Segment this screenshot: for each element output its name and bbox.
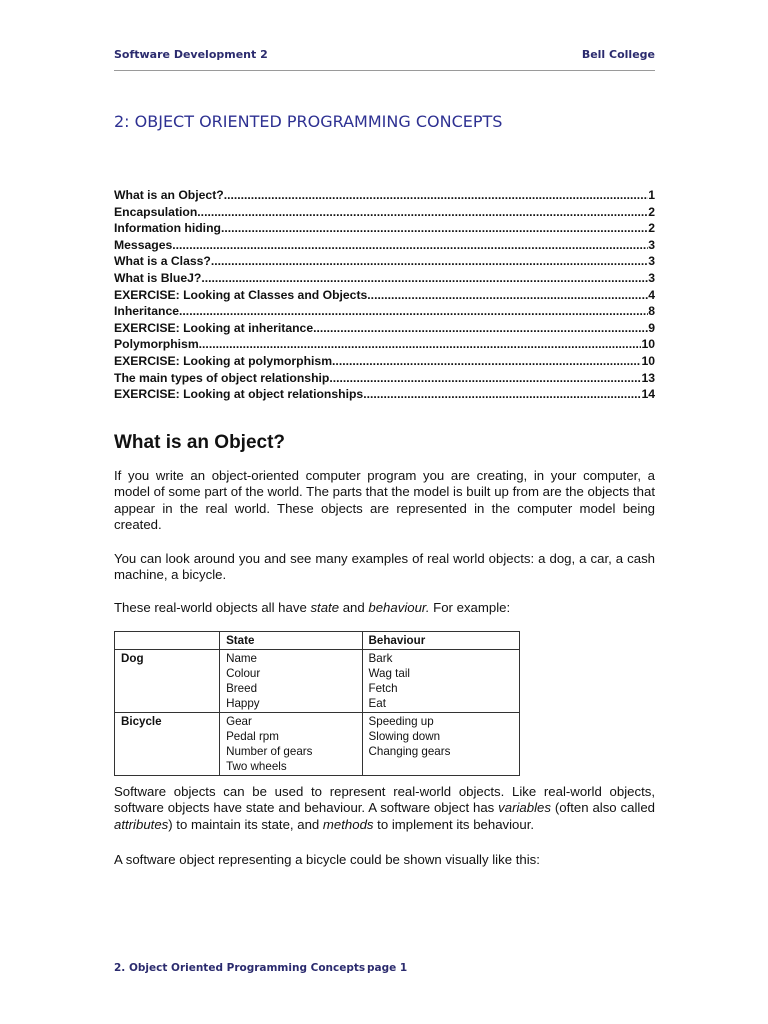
state-cell: Name Colour Breed Happy <box>220 650 362 713</box>
footer-chapter-title: 2. Object Oriented Programming Concepts <box>114 962 366 974</box>
toc-entry[interactable]: Messages ..... 3 <box>114 237 655 254</box>
row-label: Dog <box>115 650 220 713</box>
state-behaviour-table <box>114 631 520 776</box>
toc-entry[interactable]: Information hiding ..... 2 <box>114 220 655 237</box>
table-header-cell: Behaviour <box>362 632 519 650</box>
toc-entry[interactable]: What is a Class? ..... 3 <box>114 253 655 270</box>
toc-entry[interactable]: Inheritance ..... 8 <box>114 303 655 320</box>
header-course-title: Software Development 2 <box>114 48 268 61</box>
section-heading: What is an Object? <box>114 432 286 453</box>
behaviour-cell: Bark Wag tail Fetch Eat <box>362 650 519 713</box>
table-row <box>115 650 520 713</box>
toc-entry[interactable]: EXERCISE: Looking at inheritance ..... 9 <box>114 320 655 337</box>
table-header-cell <box>115 632 220 650</box>
toc-entry[interactable]: The main types of object relationship ..... 13 <box>114 370 655 387</box>
header-institution: Bell College <box>581 48 655 61</box>
toc-entry[interactable]: EXERCISE: Looking at Classes and Objects ..... 4 <box>114 287 655 304</box>
toc-entry[interactable]: EXERCISE: Looking at object relationships ..... 14 <box>114 386 655 403</box>
toc-entry[interactable]: Polymorphism ..... 10 <box>114 336 655 353</box>
table-header-row <box>115 632 520 650</box>
paragraph-intro: If you write an object-oriented computer program you are creating, in your computer, a model of some part of the world. The parts that the model is built up from are the objects that appear in the real world. These objects are represented in the computer model being created. <box>114 468 655 533</box>
table-row <box>115 713 520 776</box>
toc-entry[interactable]: What is BlueJ? ..... 3 <box>114 270 655 287</box>
toc-entry[interactable]: What is an Object? ..... 1 <box>114 187 655 204</box>
paragraph-software-objects: Software objects can be used to represent real-world objects. Like real-world objects, software objects have state and behaviour. A software object has variables (often also called attributes) to maintain its state, and methods to implement its behaviour. <box>114 784 655 832</box>
toc-entry[interactable]: EXERCISE: Looking at polymorphism ..... 10 <box>114 353 655 370</box>
row-label: Bicycle <box>115 713 220 776</box>
state-cell: Gear Pedal rpm Number of gears Two wheels <box>220 713 362 776</box>
header-divider <box>114 70 655 71</box>
table-of-contents <box>114 187 655 403</box>
table-header-cell: State <box>220 632 362 650</box>
behaviour-cell: Speeding up Slowing down Changing gears <box>362 713 519 776</box>
paragraph-bicycle-visual: A software object representing a bicycle could be shown visually like this: <box>114 852 540 867</box>
toc-entry[interactable]: Encapsulation ..... 2 <box>114 204 655 221</box>
chapter-title: 2: OBJECT ORIENTED PROGRAMMING CONCEPTS <box>114 112 503 131</box>
footer-page-number: page 1 <box>367 962 408 974</box>
paragraph-examples: You can look around you and see many examples of real world objects: a dog, a car, a cash machine, a bicycle. <box>114 551 655 583</box>
page-footer <box>114 962 408 974</box>
page-header <box>114 48 655 66</box>
paragraph-state-behaviour: These real-world objects all have state and behaviour. For example: <box>114 600 511 615</box>
